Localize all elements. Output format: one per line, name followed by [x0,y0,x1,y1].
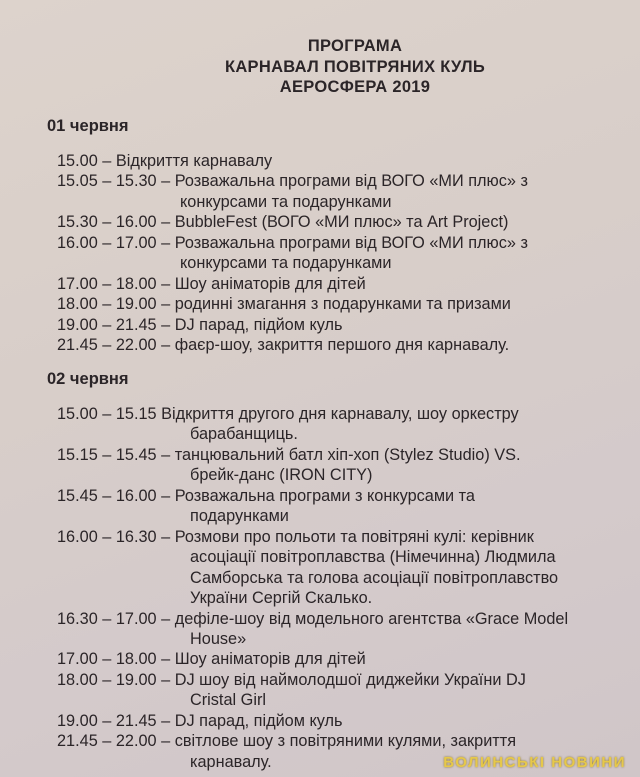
entry-first-line [57,486,568,506]
schedule-entry [57,233,528,274]
entry-description: Розважальна програми з конкурсами та [174,486,475,505]
entry-first-line [57,171,528,191]
entry-description-continued: конкурсами та подарунками [180,254,392,273]
schedule-entry [57,171,528,212]
schedule-day-2 [57,404,568,772]
schedule-entry [57,649,568,669]
entry-description-continued: Самборська та голова асоціації повітроплавство [190,568,559,587]
entry-first-line [57,445,568,465]
entry-description-continued: конкурсами та подарунками [180,192,392,211]
entry-time: 16.00 – 17.00 – [57,233,171,252]
entry-description: Розважальна програми від ВОГО «МИ плюс» з [174,233,528,252]
entry-time: 15.45 – 16.00 – [57,486,171,505]
entry-description: дефіле-шоу від модельного агентства «Grace Model [174,609,569,628]
schedule-entry [57,315,528,335]
entry-description-continued: барабанщиць. [190,425,298,444]
entry-description: Розмови про польоти та повітряні кулі: керівник [174,527,534,546]
entry-time: 21.45 – 22.00 – [57,336,171,355]
entry-first-line [57,335,528,355]
schedule-entry [57,335,528,355]
entry-time: 19.00 – 21.45 – [57,315,171,334]
entry-description: танцювальний батл хіп-хоп (Stylez Studio) VS. [174,445,521,464]
entry-first-line [57,151,528,171]
entry-time: 21.45 – 22.00 – [57,732,171,751]
entry-first-line [57,649,568,669]
entry-description-continued: карнавалу. [190,752,272,771]
entry-description: родинні змагання з подарунками та призами [174,295,511,314]
schedule-entry [57,404,568,445]
title-line: КАРНАВАЛ ПОВІТРЯНИХ КУЛЬ [224,57,486,76]
entry-description-continued: Cristal Girl [190,691,266,710]
schedule-entry [57,711,568,731]
schedule-entry [57,486,568,527]
entry-description-continued: House» [190,629,247,648]
entry-description: Шоу аніматорів для дітей [174,650,366,669]
entry-time: 18.00 – 19.00 – [57,295,171,314]
document-title [180,36,530,98]
entry-time: 16.00 – 16.30 – [57,527,171,546]
day-heading: 02 червня [47,370,129,388]
schedule-entry [57,151,528,171]
title-line: ПРОГРАМА [307,37,403,55]
entry-time: 17.00 – 18.00 – [57,650,171,669]
schedule-entry [57,294,528,314]
entry-time: 15.30 – 16.00 – [57,213,171,232]
entry-description-continued: асоціації повітроплавства (Німечинна) Людмила [190,548,556,567]
entry-time: 15.15 – 15.45 – [57,445,171,464]
schedule-entry [57,670,568,711]
schedule-entry [57,609,568,650]
entry-first-line [57,315,528,335]
entry-time: 17.00 – 18.00 – [57,274,171,293]
schedule-day-1 [57,151,528,356]
day-heading: 01 червня [47,117,129,135]
entry-first-line [57,233,528,253]
entry-description-continued: подарунками [190,507,289,526]
entry-description: Відкриття карнавалу [115,152,273,170]
entry-description: DJ шоу від наймолодшої диджейки України DJ [174,670,526,689]
schedule-entry [57,445,568,486]
entry-time: 15.00 – 15.15 [57,405,157,423]
entry-time: 15.00 – [57,152,112,170]
entry-description: BubbleFest (ВОГО «МИ плюс» та Art Project) [174,213,509,232]
entry-first-line [57,527,568,547]
entry-description-continued: України Сергій Скалько. [190,589,373,608]
entry-first-line [57,274,528,294]
entry-first-line [57,670,568,690]
entry-first-line [57,711,568,731]
entry-description: світлове шоу з повітряними кулями, закриття [174,732,517,751]
title-line: АЕРОСФЕРА 2019 [279,78,431,96]
entry-first-line [57,212,528,232]
entry-first-line [57,404,568,424]
entry-first-line [57,294,528,314]
entry-first-line [57,609,568,629]
entry-description: DJ парад, підйом куль [174,711,343,730]
entry-description: Відкриття другого дня карнавалу, шоу оркестру [161,405,519,423]
schedule-entry [57,527,568,609]
entry-time: 19.00 – 21.45 – [57,711,171,730]
entry-first-line [57,731,568,751]
entry-description: DJ парад, підйом куль [174,315,343,334]
watermark-logo: ВОЛИНСЬКІ НОВИНИ [443,754,626,771]
schedule-entry [57,212,528,232]
entry-description: Розважальна програми від ВОГО «МИ плюс» з [174,172,528,191]
entry-description-continued: брейк-данс (IRON CITY) [190,466,373,485]
entry-description: фаєр-шоу, закриття першого дня карнавалу. [174,336,510,355]
entry-description: Шоу аніматорів для дітей [174,274,366,293]
entry-time: 18.00 – 19.00 – [57,670,171,689]
schedule-entry [57,274,528,294]
entry-time: 16.30 – 17.00 – [57,609,171,628]
entry-time: 15.05 – 15.30 – [57,172,171,191]
